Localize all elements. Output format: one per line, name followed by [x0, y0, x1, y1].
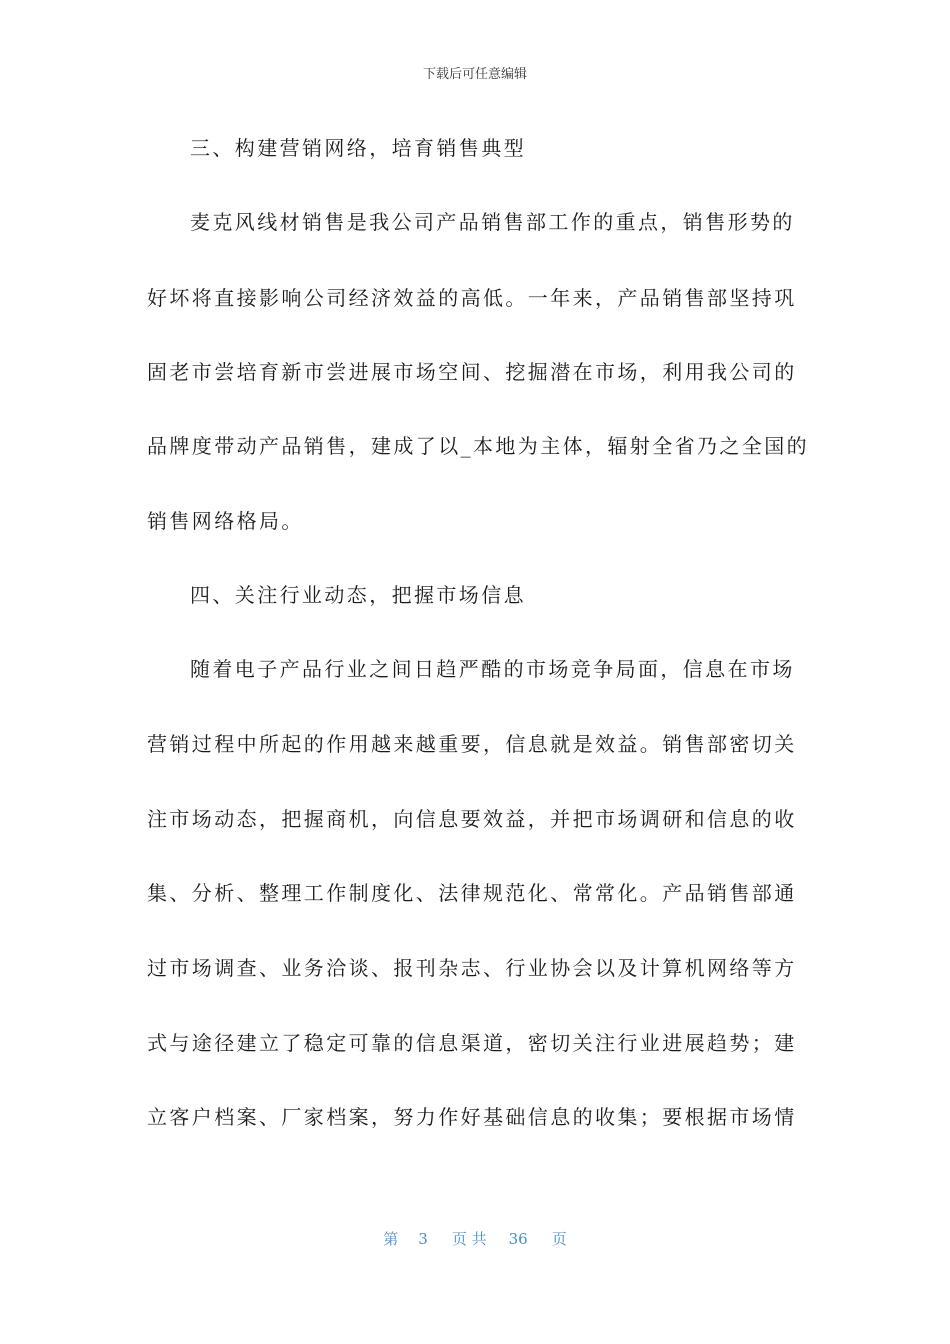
footer-middle: 页 共: [451, 1230, 487, 1248]
paragraph-line: 集、分析、整理工作制度化、法律规范化、常常化。产品销售部通: [147, 881, 797, 905]
page-header: 下载后可任意编辑: [422, 67, 527, 82]
page-footer: [0, 1229, 950, 1249]
paragraph-line: 好坏将直接影响公司经济效益的高低。一年来，产品销售部坚持巩: [147, 286, 797, 310]
paragraph-line: 过市场调查、业务洽谈、报刊杂志、行业协会以及计算机网络等方: [147, 956, 797, 980]
paragraph-line: 营销过程中所起的作用越来越重要，信息就是效益。销售部密切关: [147, 732, 797, 756]
footer-suffix: 页: [551, 1230, 567, 1248]
paragraph-line: 随着电子产品行业之间日趋严酷的市场竞争局面，信息在市场: [190, 657, 795, 681]
total-page-count: 36: [508, 1230, 528, 1248]
section-heading-4: 四、关注行业动态，把握市场信息: [190, 583, 526, 607]
paragraph-line: 品牌度带动产品销售，建成了以_本地为主体，辐射全省乃之全国的: [147, 434, 809, 458]
paragraph-line: 注市场动态，把握商机，向信息要效益，并把市场调研和信息的收: [147, 807, 797, 831]
current-page-number: 3: [418, 1230, 428, 1248]
section-heading-3: 三、构建营销网络，培育销售典型: [190, 136, 526, 160]
footer-prefix: 第: [383, 1230, 399, 1248]
paragraph-line: 固老市尝培育新市尝进展市场空间、挖掘潜在市场，利用我公司的: [147, 360, 797, 384]
paragraph-line: 式与途径建立了稳定可靠的信息渠道，密切关注行业进展趋势；建: [147, 1031, 797, 1055]
paragraph-line: 销售网络格局。: [147, 509, 304, 533]
paragraph-line: 麦克风线材销售是我公司产品销售部工作的重点，销售形势的: [190, 210, 795, 234]
paragraph-line: 立客户档案、厂家档案，努力作好基础信息的收集；要根据市场情: [147, 1105, 797, 1129]
